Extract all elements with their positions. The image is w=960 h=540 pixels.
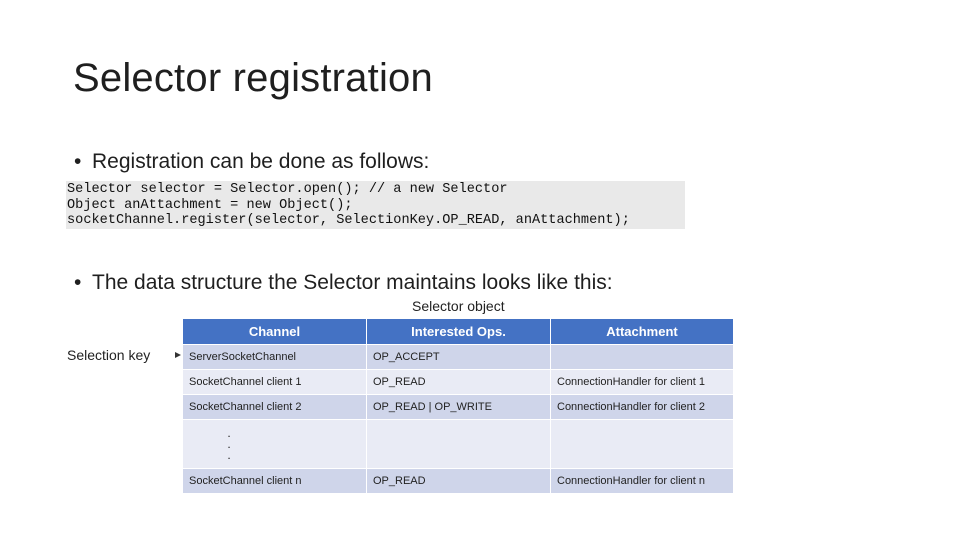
code-line: Object anAttachment = new Object(); — [67, 197, 353, 213]
column-header-channel: Channel — [183, 319, 367, 345]
selector-object-caption: Selector object — [412, 298, 505, 314]
bullet-symbol: • — [74, 271, 82, 294]
column-header-interested-ops: Interested Ops. — [367, 319, 551, 345]
table-cell: OP_ACCEPT — [367, 345, 551, 370]
table-cell: ConnectionHandler for client n — [551, 469, 734, 494]
table-row — [183, 469, 734, 494]
table-cell — [551, 420, 734, 469]
code-line: socketChannel.register(selector, SelectionKey.OP_READ, anAttachment); — [67, 213, 630, 228]
bullet-data-structure — [74, 271, 613, 295]
selector-table — [182, 318, 734, 494]
table-header-row — [183, 319, 734, 345]
table-row — [183, 370, 734, 395]
table-cell — [367, 420, 551, 469]
table-cell: OP_READ — [367, 370, 551, 395]
table-row-ellipsis — [183, 420, 734, 469]
table-cell: ServerSocketChannel — [183, 345, 367, 370]
table-row — [183, 395, 734, 420]
bullet-symbol: • — [74, 150, 82, 173]
table-row — [183, 345, 734, 370]
bullet-text: The data structure the Selector maintains looks like this: — [92, 271, 613, 294]
bullet-text: Registration can be done as follows: — [92, 150, 430, 173]
table-cell: SocketChannel client 1 — [183, 370, 367, 395]
table-cell — [183, 420, 367, 469]
table-cell: OP_READ — [367, 469, 551, 494]
table-cell — [551, 345, 734, 370]
selection-key-label: Selection key — [67, 347, 151, 363]
arrow-right-icon — [175, 352, 181, 358]
slide-title: Selector registration — [73, 56, 433, 100]
code-snippet — [66, 181, 685, 229]
bullet-registration — [74, 150, 429, 174]
ellipsis-dot: . — [227, 425, 231, 440]
ellipsis-dot: . — [227, 436, 231, 451]
code-line: Selector selector = Selector.open(); // a new Selector — [67, 182, 508, 197]
table-cell: OP_READ | OP_WRITE — [367, 395, 551, 420]
ellipsis-dot: . — [227, 447, 231, 462]
table-cell: ConnectionHandler for client 2 — [551, 395, 734, 420]
table-cell: ConnectionHandler for client 1 — [551, 370, 734, 395]
column-header-attachment: Attachment — [551, 319, 734, 345]
table-cell: SocketChannel client 2 — [183, 395, 367, 420]
table-cell: SocketChannel client n — [183, 469, 367, 494]
